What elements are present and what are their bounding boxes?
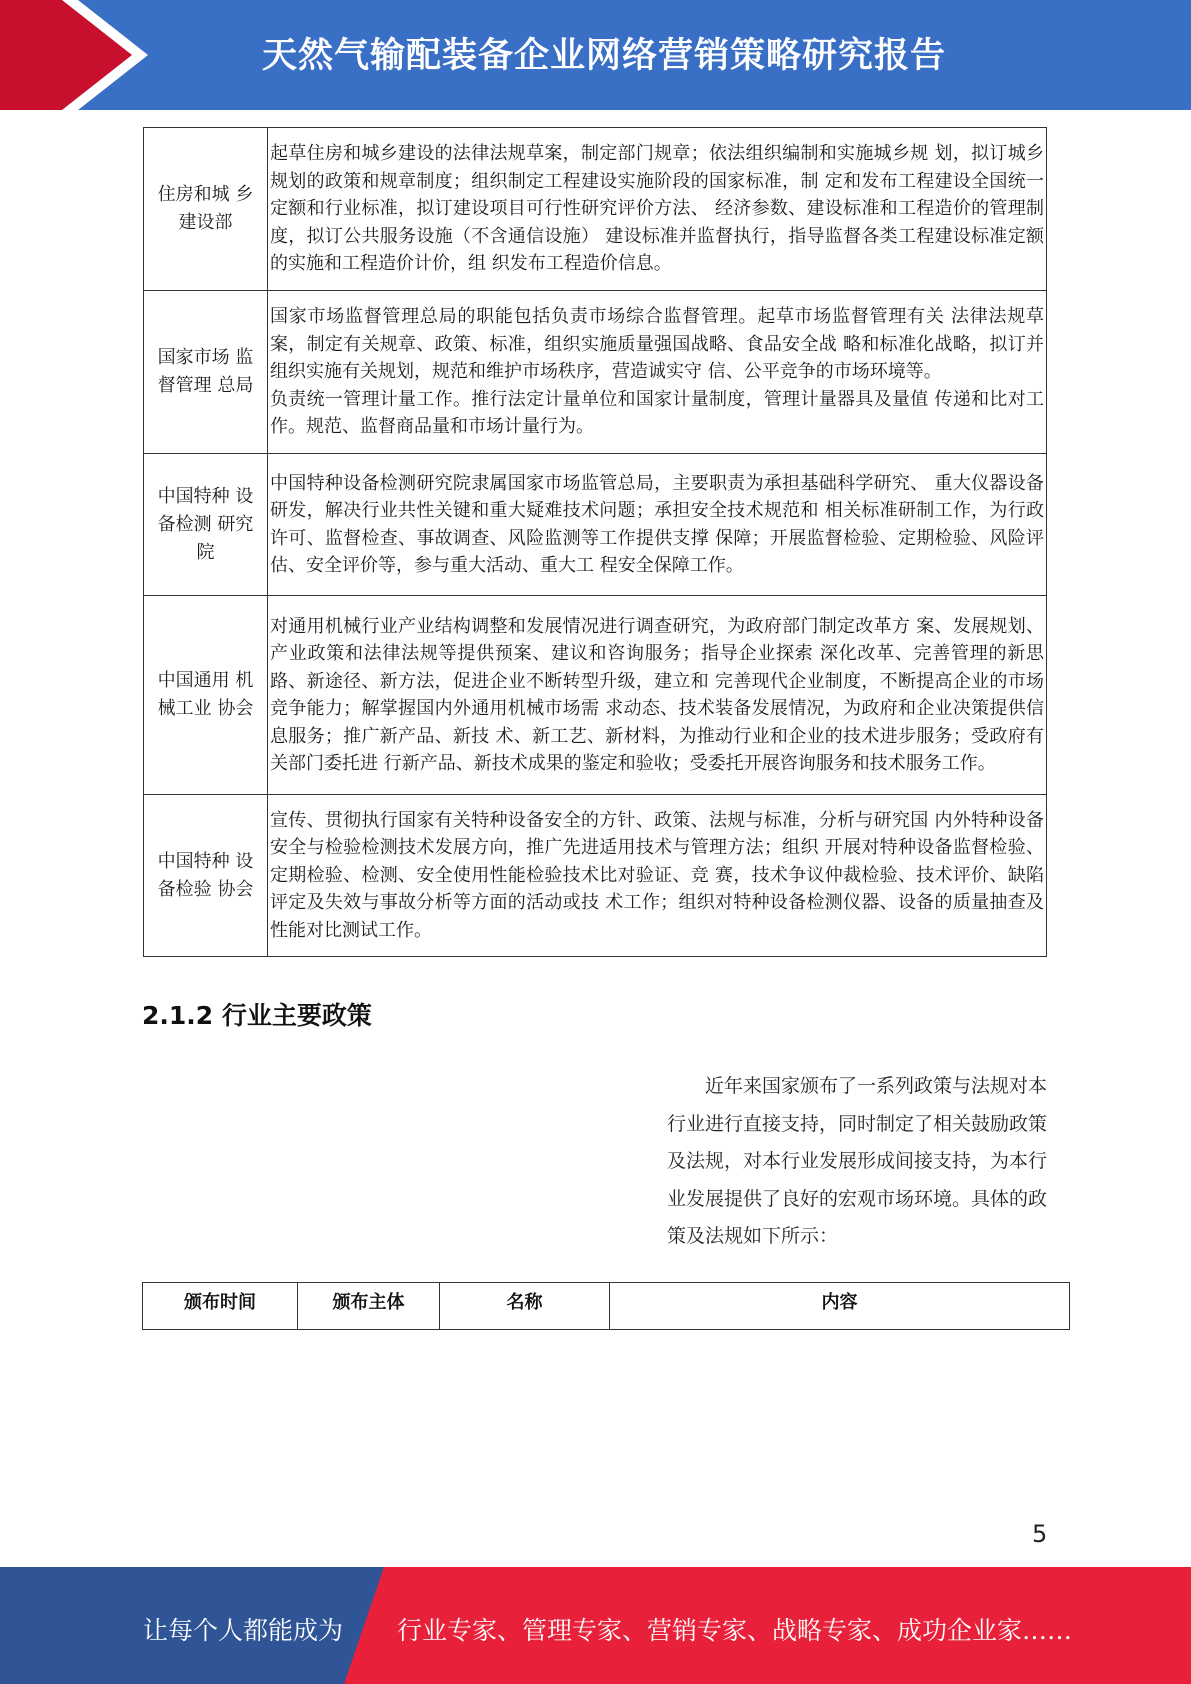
intro-paragraph xyxy=(667,1068,1047,1256)
column-header-date: 颁布时间 xyxy=(143,1283,298,1330)
agency-description-paragraph: 中国特种设备检测研究院隶属国家市场监管总局，主要职责为承担基础科学研究、 重大仪器设备研发，解决行业共性关键和重大疑难技术问题；承担安全技术规范和 相关标准研制工作，为行政许可、监督检查、事故调查、风险监测等工作提供支撑 保障；开展监督检验、定期检验、风险评估、安全评价等，参与重大活动、重大工 程安全保障工作。 xyxy=(270,472,1044,576)
policy-table-header-row xyxy=(143,1283,1070,1330)
footer-slogan-left: 让每个人都能成为 xyxy=(143,1616,344,1645)
agency-description-paragraph: 宣传、贯彻执行国家有关特种设备安全的方针、政策、法规与标准，分析与研究国 内外特种设备安全与检验检测技术发展方向，推广先进适用技术与管理方法；组织 开展对特种设备监督检验、定期检验、检测、安全使用性能检验技术比对验证、竞 赛，技术争议仲裁检验、技术评价、缺陷评定及失效与事故分析等方面的活动或技 术工作；组织对特种设备检测仪器、设备的质量抽查及性能对比测试工作。 xyxy=(270,809,1044,941)
page-number: 5 xyxy=(1032,1520,1048,1548)
agency-row xyxy=(144,454,1047,596)
section-heading: 2.1.2 行业主要政策 xyxy=(142,1001,372,1030)
agency-description xyxy=(268,596,1047,795)
agency-name: 中国通用 机械工业 协会 xyxy=(144,596,268,795)
policy-table xyxy=(142,1282,1070,1330)
agency-row xyxy=(144,128,1047,291)
page-footer xyxy=(0,1567,1191,1684)
agency-name: 国家市场 监督管理 总局 xyxy=(144,291,268,454)
agency-description xyxy=(268,454,1047,596)
agency-name: 住房和城 乡建设部 xyxy=(144,128,268,291)
agency-row xyxy=(144,596,1047,795)
column-header-issuer: 颁布主体 xyxy=(298,1283,440,1330)
footer-slogan-right: 行业专家、管理专家、营销专家、战略专家、成功企业家…… xyxy=(397,1616,1073,1645)
agency-row xyxy=(144,795,1047,957)
agency-description-paragraph: 负责统一管理计量工作。推行法定计量单位和国家计量制度，管理计量器具及量值 传递和比对工作。规范、监督商品量和市场计量行为。 xyxy=(270,388,1044,438)
agency-name: 中国特种 设备检测 研究院 xyxy=(144,454,268,596)
page-header xyxy=(0,0,1191,110)
intro-text: 近年来国家颁布了一系列政策与法规对本行业进行直接支持，同时制定了相关鼓励政策及法规，对本行业发展形成间接支持，为本行业发展提供了良好的宏观市场环境。具体的政策及法规如下所示： xyxy=(667,1075,1048,1247)
column-header-name: 名称 xyxy=(440,1283,610,1330)
agency-description-paragraph: 对通用机械行业产业结构调整和发展情况进行调查研究，为政府部门制定改革方 案、发展规划、产业政策和法律法规等提供预案、建议和咨询服务；指导企业探索 深化改革、完善管理的新思路、新途径、新方法，促进企业不断转型升级，建立和 完善现代企业制度，不断提高企业的市场竞争能力；解掌握国内外通用机械市场需 求动态、技术装备发展情况，为政府和企业决策提供信息服务；推广新产品、新技 术、新工艺、新材料，为推动行业和企业的技术进步服务；受政府有关部门委托进 行新产品、新技术成果的鉴定和验收；受委托开展咨询服务和技术服务工作。 xyxy=(270,615,1044,774)
agency-description xyxy=(268,795,1047,957)
agency-row xyxy=(144,291,1047,454)
agency-description-paragraph: 国家市场监督管理总局的职能包括负责市场综合监督管理。起草市场监督管理有关 法律法规草案，制定有关规章、政策、标准，组织实施质量强国战略、食品安全战 略和标准化战略，拟订并组织实施有关规划，规范和维护市场秩序，营造诚实守 信、公平竞争的市场环境等。 xyxy=(270,306,1044,383)
agency-description xyxy=(268,291,1047,454)
agency-name: 中国特种 设备检验 协会 xyxy=(144,795,268,957)
agency-description xyxy=(268,128,1047,291)
report-title: 天然气输配装备企业网络营销策略研究报告 xyxy=(262,36,947,76)
column-header-content: 内容 xyxy=(610,1283,1070,1330)
agency-description-paragraph: 起草住房和城乡建设的法律法规草案，制定部门规章；依法组织编制和实施城乡规 划，拟订城乡规划的政策和规章制度；组织制定工程建设实施阶段的国家标准，制 定和发布工程建设全国统一定额和行业标准，拟订建设项目可行性研究评价方法、 经济参数、建设标准和工程造价的管理制度，拟订公共服务设施（不含通信设施） 建设标准并监督执行，指导监督各类工程建设标准定额的实施和工程造价计价，组 织发布工程造价信息。 xyxy=(270,143,1044,275)
agency-table xyxy=(143,127,1047,957)
